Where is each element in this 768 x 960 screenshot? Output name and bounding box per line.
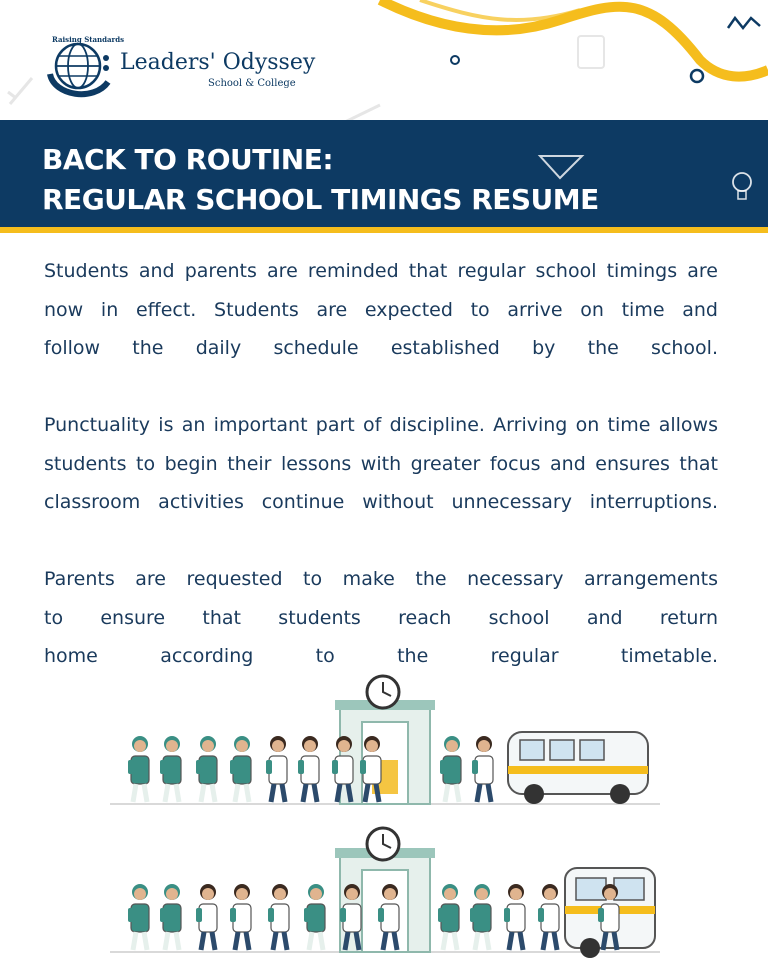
paragraph-line: Punctuality is an important part of discipline. Arriving on time allows [44, 414, 718, 436]
paragraph-line: Parents are requested to make the necessary arrangements [44, 568, 718, 590]
paragraph-parents [44, 560, 718, 676]
globe-logo-icon [44, 32, 125, 102]
paragraph-line: home according to the regular timetable. [44, 645, 718, 667]
student-figure [268, 884, 289, 950]
paragraph-line: students to begin their lessons with greater focus and ensures that [44, 452, 718, 475]
school-van-icon [508, 732, 648, 804]
student-figure [438, 884, 459, 950]
paragraph-line: now in effect. Students are expected to arrive on time and [44, 298, 718, 321]
student-figure [230, 736, 251, 802]
student-figure [230, 884, 251, 950]
student-figure [298, 736, 319, 802]
headline-line-2: REGULAR SCHOOL TIMINGS RESUME [42, 183, 599, 216]
student-figure [472, 736, 493, 802]
student-figure [196, 884, 217, 950]
student-figure [470, 884, 491, 950]
school-logo [44, 32, 316, 102]
student-figure [266, 736, 287, 802]
student-figure [128, 736, 149, 802]
lightbulb-icon [728, 168, 758, 208]
student-figure [160, 884, 181, 950]
student-figure [504, 884, 525, 950]
student-figure [538, 884, 559, 950]
student-figure [440, 736, 461, 802]
paragraph-line: follow the daily schedule established by the school. [44, 337, 718, 359]
headline-banner [0, 120, 768, 233]
student-figure [160, 736, 181, 802]
headline [42, 140, 599, 220]
illustration-students-leaving [110, 820, 660, 960]
set-square-icon [538, 152, 586, 182]
school-name: Leaders' Odyssey [120, 50, 316, 75]
headline-line-1: BACK TO ROUTINE: [42, 143, 334, 176]
student-figure [304, 884, 325, 950]
logo-arc-text: Raising Standards [52, 35, 125, 44]
illustration-students-arriving [110, 672, 660, 812]
paragraph-punctuality [44, 406, 718, 522]
paragraph-line: to ensure that students reach school and return [44, 606, 718, 629]
paragraph-line: Students and parents are reminded that regular school timings are [44, 260, 718, 282]
student-figure [196, 736, 217, 802]
student-figures [128, 736, 493, 802]
paragraph-routine [44, 252, 718, 368]
school-subtitle: School & College [208, 78, 296, 89]
paragraph-line: classroom activities continue without unnecessary interruptions. [44, 491, 718, 513]
student-figure [128, 884, 149, 950]
